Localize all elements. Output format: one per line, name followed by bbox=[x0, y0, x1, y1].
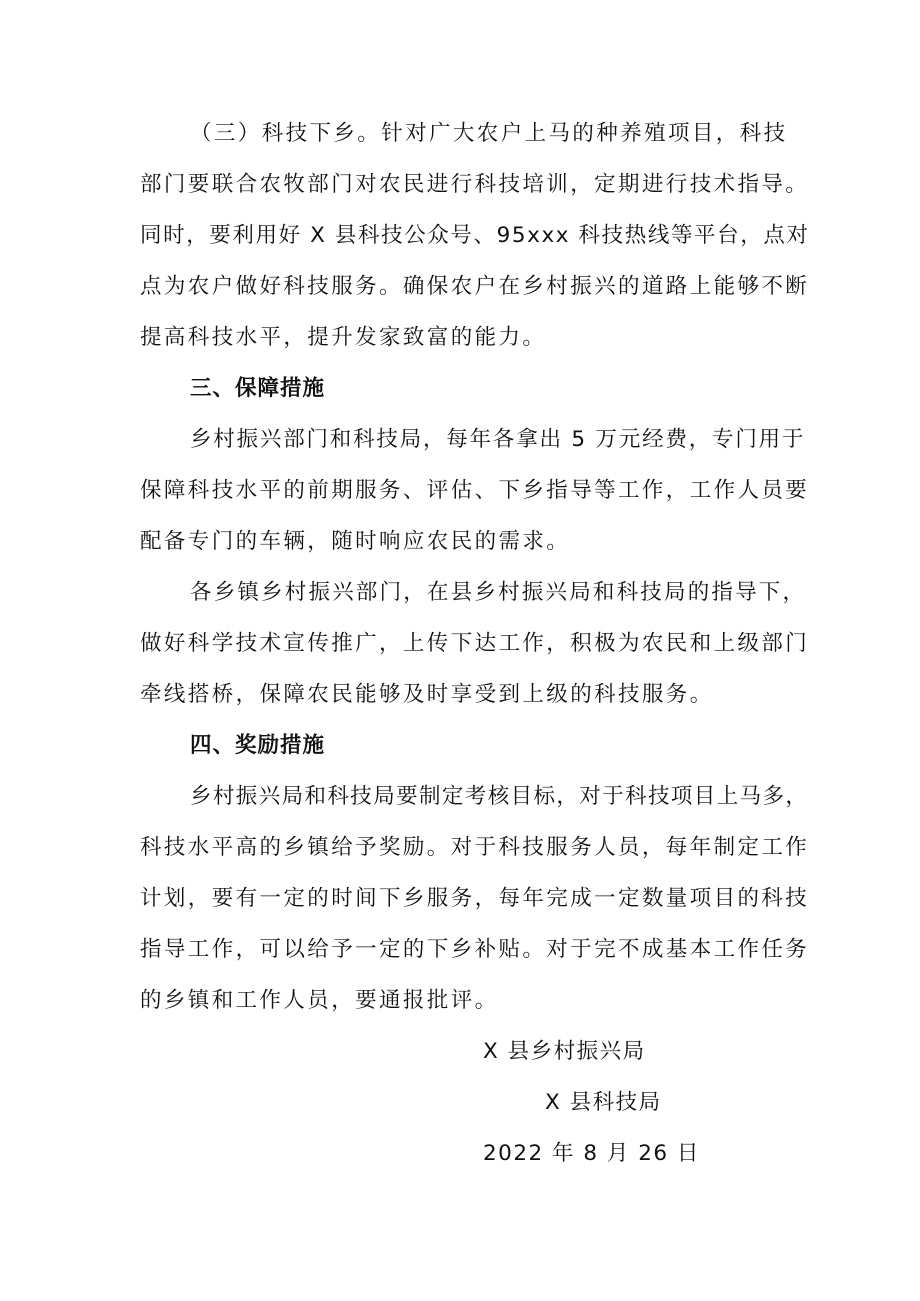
signature-org-1: X 县乡村振兴局 bbox=[483, 1039, 646, 1064]
para1-line-5: 提高科技水平，提升发家致富的能力。 bbox=[140, 325, 547, 350]
section3-para2-line-3: 牵线搭桥，保障农民能够及时享受到上级的科技服务。 bbox=[140, 682, 714, 707]
para1-line-3: 同时，要利用好 X 县科技公众号、95xxx 科技热线等平台，点对 bbox=[140, 223, 810, 248]
section3-para1-line-2: 保障科技水平的前期服务、评估、下乡指导等工作，工作人员要 bbox=[140, 478, 810, 503]
para1-line-2: 部门要联合农牧部门对农民进行科技培训，定期进行技术指导。 bbox=[140, 172, 810, 197]
signature-org-2: X 县科技局 bbox=[545, 1090, 662, 1115]
section4-para1-line-5: 的乡镇和工作人员，要通报批评。 bbox=[140, 988, 499, 1013]
section3-para1-line-3: 配备专门的车辆，随时响应农民的需求。 bbox=[140, 529, 571, 554]
section4-para1-line-1: 乡村振兴局和科技局要制定考核目标，对于科技项目上马多， bbox=[190, 784, 809, 809]
section4-para1-line-2: 科技水平高的乡镇给予奖励。对于科技服务人员，每年制定工作 bbox=[140, 835, 810, 860]
section3-para2-line-1: 各乡镇乡村振兴部门，在县乡村振兴局和科技局的指导下， bbox=[190, 580, 807, 605]
section4-heading: 四、奖励措施 bbox=[190, 733, 326, 758]
para1-line-4: 点为农户做好科技服务。确保农户在乡村振兴的道路上能够不断 bbox=[140, 274, 810, 299]
section3-heading: 三、保障措施 bbox=[190, 376, 326, 401]
para1-line-1: （三）科技下乡。针对广大农户上马的种养殖项目，科技 bbox=[190, 121, 788, 146]
signature-date: 2022 年 8 月 26 日 bbox=[483, 1141, 700, 1166]
section4-para1-line-4: 指导工作，可以给予一定的下乡补贴。对于完不成基本工作任务 bbox=[140, 937, 810, 962]
section4-para1-line-3: 计划，要有一定的时间下乡服务，每年完成一定数量项目的科技 bbox=[140, 886, 810, 911]
section3-para2-line-2: 做好科学技术宣传推广，上传下达工作，积极为农民和上级部门 bbox=[140, 631, 810, 656]
section3-para1-line-1: 乡村振兴部门和科技局，每年各拿出 5 万元经费，专门用于 bbox=[190, 427, 806, 452]
